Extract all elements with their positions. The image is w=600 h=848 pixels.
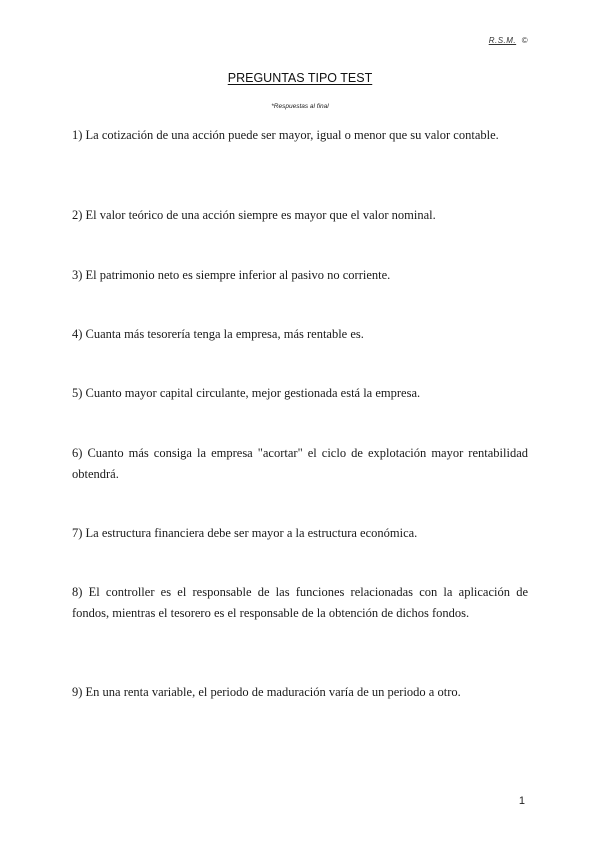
question-7: 7) La estructura financiera debe ser mayor a la estructura económica. [72,526,418,540]
question-9: 9) En una renta variable, el periodo de maduración varía de un periodo a otro. [72,685,461,699]
page-title-text: PREGUNTAS TIPO TEST [227,71,373,85]
question-3: 3) El patrimonio neto es siempre inferior al pasivo no corriente. [72,268,391,282]
question-5: 5) Cuanto mayor capital circulante, mejor gestionada está la empresa. [72,386,421,400]
answers-note: *Respuestas al final [271,103,329,110]
question-2: 2) El valor teórico de una acción siempre es mayor que el valor nominal. [72,208,436,222]
question-4: 4) Cuanta más tesorería tenga la empresa, más rentable es. [72,327,364,341]
question-6: 6) Cuanto más consiga la empresa "acortar" el ciclo de explotación mayor rentabilidad obtendrá. [72,446,528,481]
page-number: 1 [518,795,525,807]
author-name: R.S.M. [488,36,517,45]
author-initials [489,36,528,45]
question-1: 1) La cotización de una acción puede ser mayor, igual o menor que su valor contable. [72,128,499,142]
copyright-symbol: © [521,36,528,45]
page-title [0,71,600,85]
question-8: 8) El controller es el responsable de las funciones relacionadas con la aplicación de fondos, mientras el tesorero es el responsable de la obtención de dichos fondos. [72,585,528,620]
